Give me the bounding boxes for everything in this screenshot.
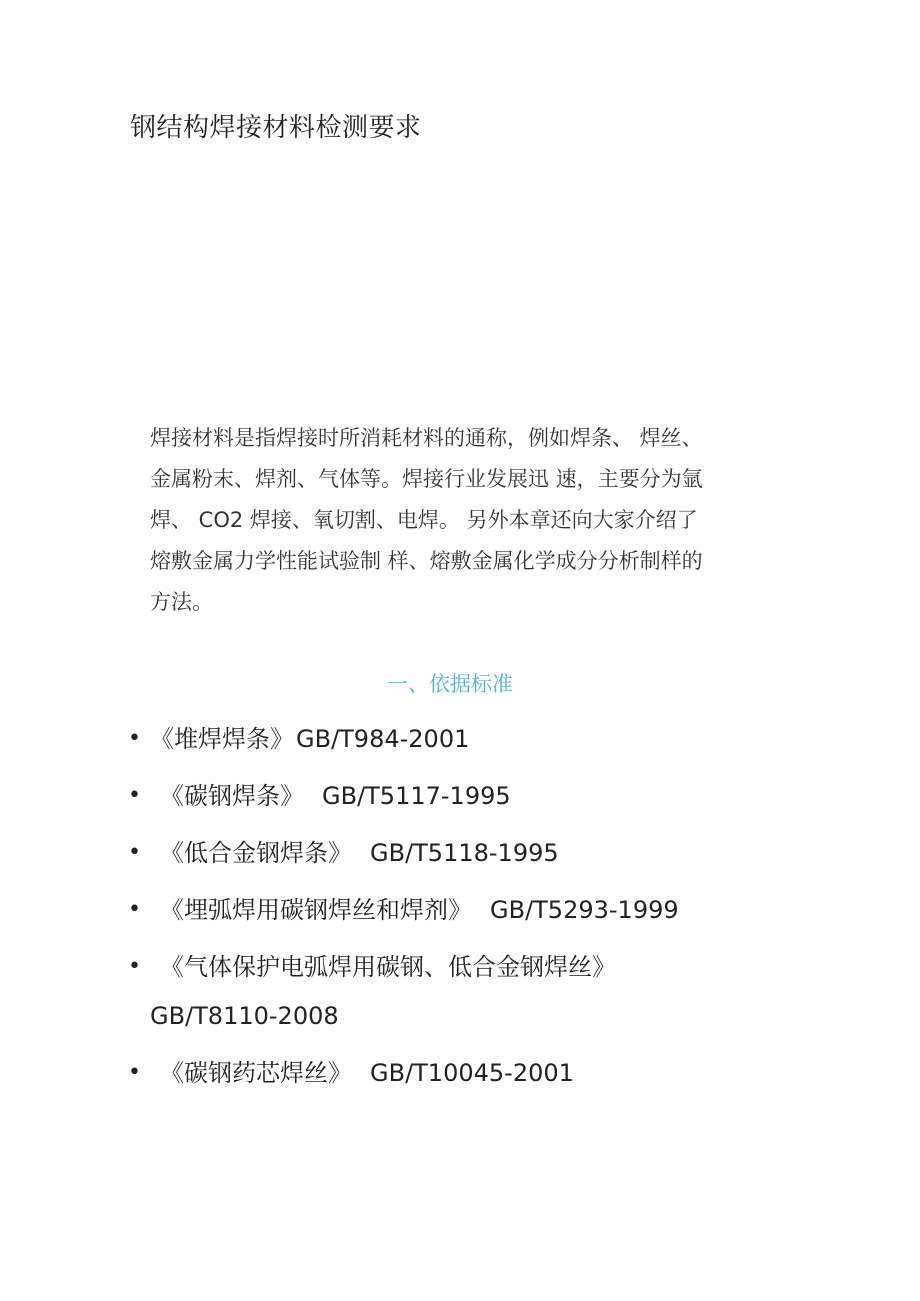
list-item	[128, 948, 788, 1035]
list-item	[128, 834, 788, 872]
standard-code: GB/T8110-2008	[150, 1002, 339, 1030]
section-heading: 一、依据标准	[387, 672, 513, 696]
bullet-icon: •	[128, 726, 141, 751]
standard-name: 《碳钢药芯焊丝》	[160, 1059, 352, 1087]
list-item	[128, 720, 788, 758]
bullet-icon: •	[128, 897, 141, 922]
list-item	[128, 777, 788, 815]
bullet-icon: •	[128, 954, 141, 979]
list-item	[128, 1054, 788, 1092]
bullet-icon: •	[128, 783, 141, 808]
standard-name: 《气体保护电弧焊用碳钢、低合金钢焊丝》	[160, 953, 616, 981]
standards-list	[128, 720, 788, 1111]
bullet-icon: •	[128, 840, 141, 865]
standard-code: GB/T5293-1999	[490, 896, 679, 924]
intro-line: 焊、 CO2 焊接、氧切割、电焊。 另外本章还向大家介绍了	[150, 508, 698, 532]
standard-name: 《碳钢焊条》	[160, 782, 304, 810]
bullet-icon: •	[128, 1060, 141, 1085]
intro-line: 方法。	[150, 590, 213, 614]
standard-code: GB/T984-2001	[296, 725, 470, 753]
intro-paragraph	[150, 418, 765, 623]
list-item	[128, 891, 788, 929]
standard-name: 《堆焊焊条》	[150, 725, 294, 753]
document-title: 钢结构焊接材料检测要求	[130, 113, 422, 143]
standard-code: GB/T10045-2001	[370, 1059, 574, 1087]
intro-line: 焊接材料是指焊接时所消耗材料的通称，例如焊条、 焊丝、	[150, 426, 703, 450]
standard-name: 《埋弧焊用碳钢焊丝和焊剂》	[160, 896, 472, 924]
intro-line: 金属粉末、焊剂、气体等。焊接行业发展迅 速，主要分为氩	[150, 467, 703, 491]
standard-code: GB/T5118-1995	[370, 839, 559, 867]
standard-code: GB/T5117-1995	[322, 782, 511, 810]
standard-name: 《低合金钢焊条》	[160, 839, 352, 867]
intro-line: 熔敷金属力学性能试验制 样、熔敷金属化学成分分析制样的	[150, 549, 703, 573]
